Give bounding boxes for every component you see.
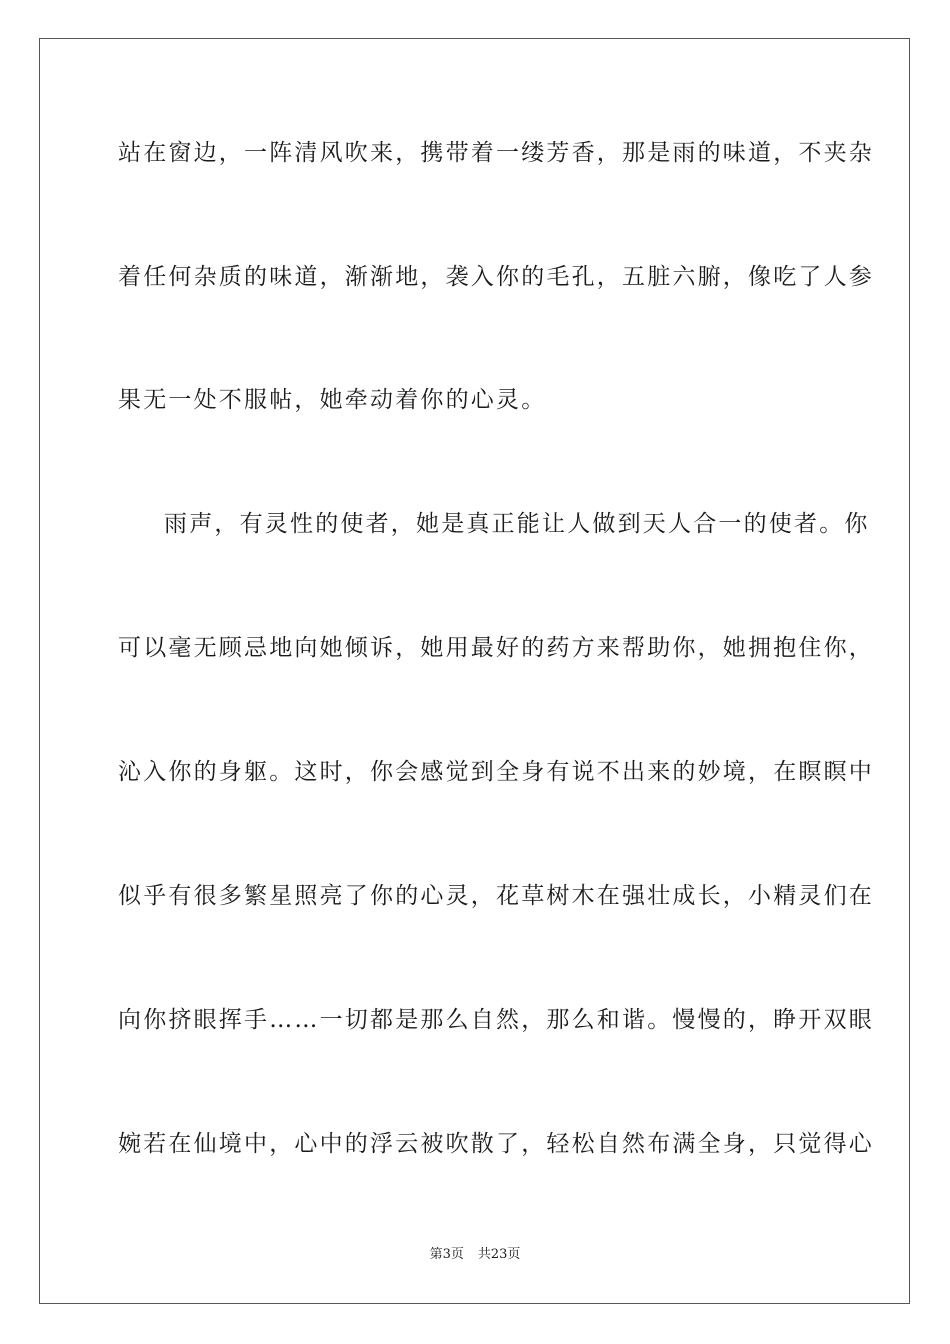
paragraph-1-line-3: 果无一处不服帖，她牵动着你的心灵。 (118, 387, 547, 413)
page-number: 第3页 (429, 1247, 464, 1262)
paragraph-1-line-2: 着任何杂质的味道，渐渐地，袭入你的毛孔，五脏六腑，像吃了人参 (118, 264, 874, 290)
paragraph-2-line-5: 向你挤眼挥手……一切都是那么自然，那么和谐。慢慢的，睁开双眼 (118, 1007, 874, 1033)
page-footer (0, 1246, 950, 1264)
paragraph-2-line-4: 似乎有很多繁星照亮了你的心灵，花草树木在强壮成长，小精灵们在 (118, 883, 874, 909)
paragraph-2-line-1: 雨声，有灵性的使者，她是真正能让人做到天人合一的使者。你 (164, 511, 870, 537)
paragraph-2-line-6: 婉若在仙境中，心中的浮云被吹散了，轻松自然布满全身，只觉得心 (118, 1131, 874, 1157)
page-border (39, 38, 910, 1304)
page-total: 共23页 (477, 1247, 521, 1262)
paragraph-2-line-2: 可以毫无顾忌地向她倾诉，她用最好的药方来帮助你，她拥抱住你， (118, 635, 874, 661)
paragraph-2-line-3: 沁入你的身躯。这时，你会感觉到全身有说不出来的妙境，在瞑瞑中 (118, 759, 874, 785)
paragraph-1-line-1: 站在窗边，一阵清风吹来，携带着一缕芳香，那是雨的味道，不夹杂 (118, 140, 874, 166)
